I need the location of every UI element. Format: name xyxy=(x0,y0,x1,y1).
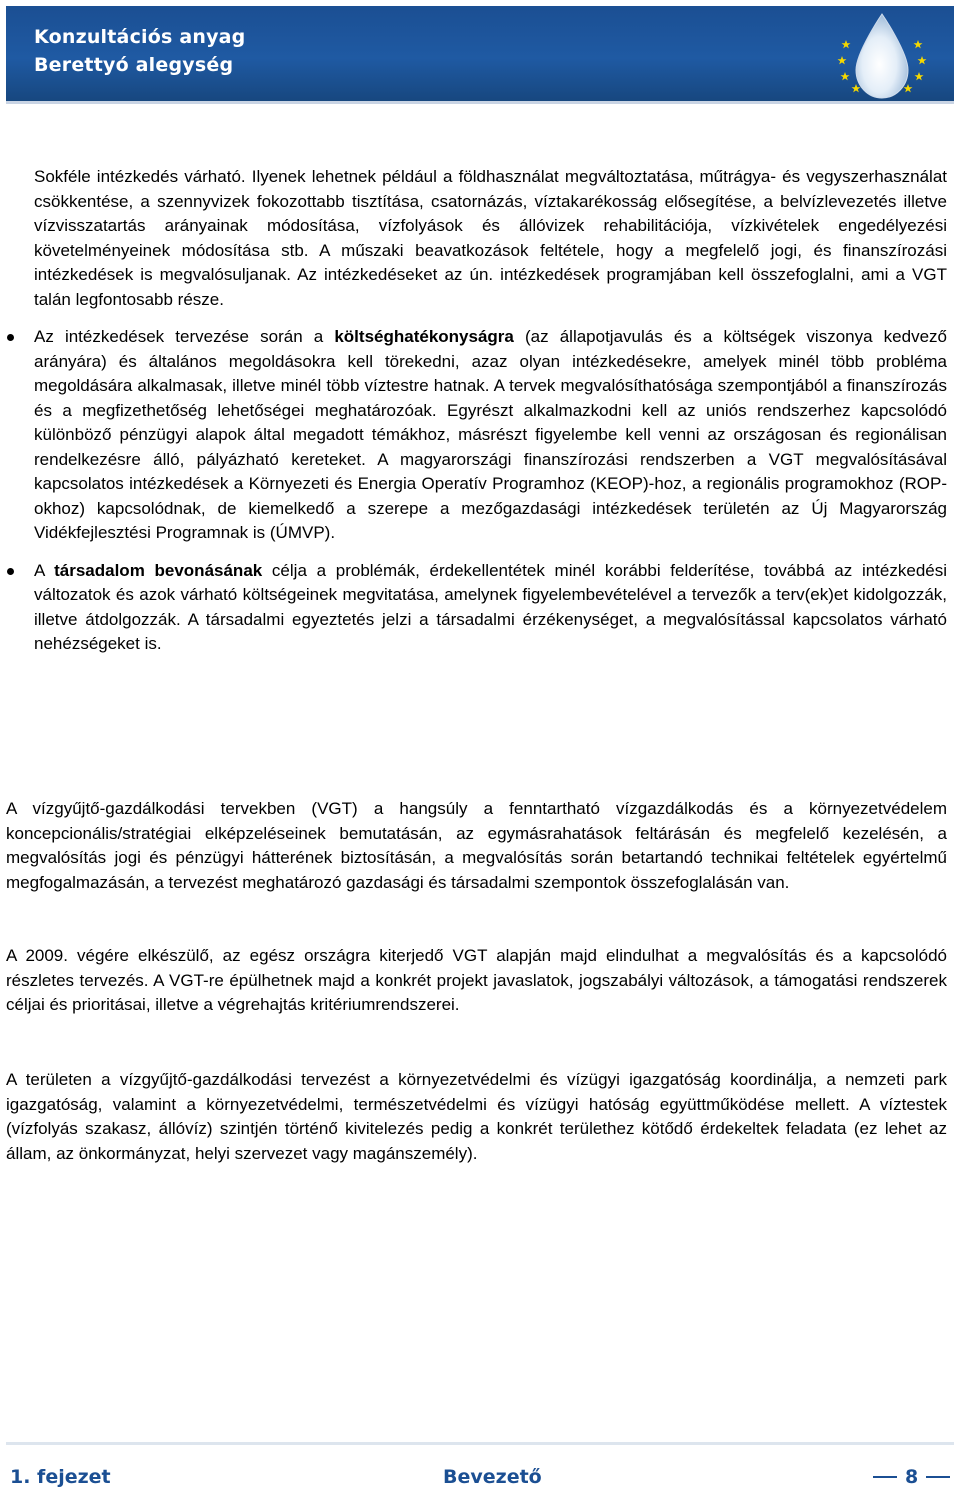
bullet-1-text-rest: (az állapotjavulás és a költségek viszonya kedvező arányára) és általános megoldásokra kell törekedni, azaz olyan intézkedésekre, amelyek minél több probléma megoldására alkalmasak, illetve minél több víztestre hatnak. A tervek megvalósíthatósága szempontjából a finanszírozás és a megfizethetőség lehetőségei meghatározóak. Egyrészt alkalmazkodni kell az uniós rendszerhez kapcsolódó különböző pénzügyi alapok által megadott témákhoz, másrészt figyelembe kell venni az országosan és regionálisan rendelkezésre álló, pályázható kereteket. A magyarországi finanszírozási rendszerben a VGT megvalósításával kapcsolatos intézkedések a Környezeti és Energia Operatív Programhoz (KEOP)-hoz, a regionális programokhoz (ROP-okhoz) kapcsolódnak, de kiemelkedő a szerepe a mezőgazdasági intézkedések területén az Új Magyarország Vidékfejlesztési Programnak is (ÚMVP). xyxy=(34,327,947,542)
bullet-icon xyxy=(7,568,14,575)
eu-water-drop-logo xyxy=(832,10,932,102)
paragraph-2009 xyxy=(6,944,947,1018)
bullet-2-text-rest: célja a problémák, érdekellentétek minél korábbi felderítése, továbbá az intézkedési változatok és azok várható költségeinek megvitatása, amelynek figyelembevételével a tervezők a terv(ek)et kidolgozzák, illetve átdolgozzák. A társadalmi egyeztetés jelzi a társadalmi érzékenységet, a megvalósítással kapcsolatos várható nehézségeket is. xyxy=(34,560,948,653)
footer-page-number xyxy=(873,1466,950,1488)
page-dash-left xyxy=(873,1476,897,1478)
page-header-banner xyxy=(6,6,954,104)
page-dash-right xyxy=(926,1476,950,1478)
main-content xyxy=(34,165,947,657)
bullet-item-public-participation xyxy=(34,559,947,657)
header-title: Konzultációs anyag xyxy=(34,26,246,48)
paragraph-2009-text: A 2009. végére elkészülő, az egész országra kiterjedő VGT alapján majd elindulhat a megvalósítás és a kapcsolódó részletes tervezés. A VGT-re épülhetnek majd a konkrét projekt javaslatok, jogszabályi változások, a támogatási rendszerek céljai és prioritásai, illetve a végrehajtás kritériumrendszerei. xyxy=(6,946,947,1014)
footer-divider xyxy=(6,1442,954,1445)
bullet-1-bold-term: költséghatékonyságra xyxy=(334,327,514,346)
paragraph-vgt-focus-text: A vízgyűjtő-gazdálkodási tervekben (VGT) a hangsúly a fenntartható vízgazdálkodás és a környezetvédelem koncepcionális/stratégiai elképzeléseinek bemutatásán, az egymásrahatások feltárásán és megfelelő kezelésén, a megvalósítás jogi és pénzügyi hátterének biztosításán, a megvalósítás során betartandó technikai feltételek egyértelmű megfogalmazásán, a tervezést meghatározó gazdasági és társadalmi szempontok összefoglalásán van. xyxy=(6,799,947,892)
bullet-1-text-start: Az intézkedések tervezése során a xyxy=(34,327,335,346)
paragraph-vgt-focus xyxy=(6,797,947,895)
bullet-2-bold-term: társadalom bevonásának xyxy=(54,560,263,580)
bullet-item-cost-efficiency xyxy=(34,325,947,546)
intro-paragraph: Sokféle intézkedés várható. Ilyenek lehetnek például a földhasználat megváltoztatása, műtrágya- és vegyszerhasználat csökkentése, a szennyvizek fokozottabb tisztítása, csatornázás, víztakarékosság elősegítése, a belvízlevezetés illetve vízvisszatartás arányainak módosítása, vízfolyások és állóvizek rehabilitációja, vízkivételek engedélyezési követelményeinek módosítása stb. A műszaki beavatkozások feltétele, hogy a megfelelő jogi, és finanszírozási intézkedések is megvalósuljanak. Az intézkedéseket az ún. intézkedések programjában kell összefoglalni, ami a VGT talán legfontosabb része. xyxy=(34,167,947,309)
footer-chapter: 1. fejezet xyxy=(10,1466,111,1488)
paragraph-coordination xyxy=(6,1068,947,1166)
bullet-list xyxy=(34,325,947,657)
bullet-2-text-start: A xyxy=(34,560,55,580)
page-number: 8 xyxy=(905,1466,919,1488)
footer-section-title: Bevezető xyxy=(443,1466,542,1488)
bullet-icon xyxy=(7,334,14,341)
paragraph-coordination-text: A területen a vízgyűjtő-gazdálkodási tervezést a környezetvédelmi és vízügyi igazgatóság koordinálja, a nemzeti park igazgatóság, valamint a környezetvédelmi, természetvédelmi és vízügyi hatóság együttműködése mellett. A víztestek (vízfolyás szakasz, állóvíz) szintjén történő kivitelezés pedig a konkrét területhez kötődő érdekeltek feladata (ez lehet az állam, az önkormányzat, helyi szervezet vagy magánszemély). xyxy=(6,1070,947,1163)
header-subtitle: Berettyó alegység xyxy=(34,54,234,76)
